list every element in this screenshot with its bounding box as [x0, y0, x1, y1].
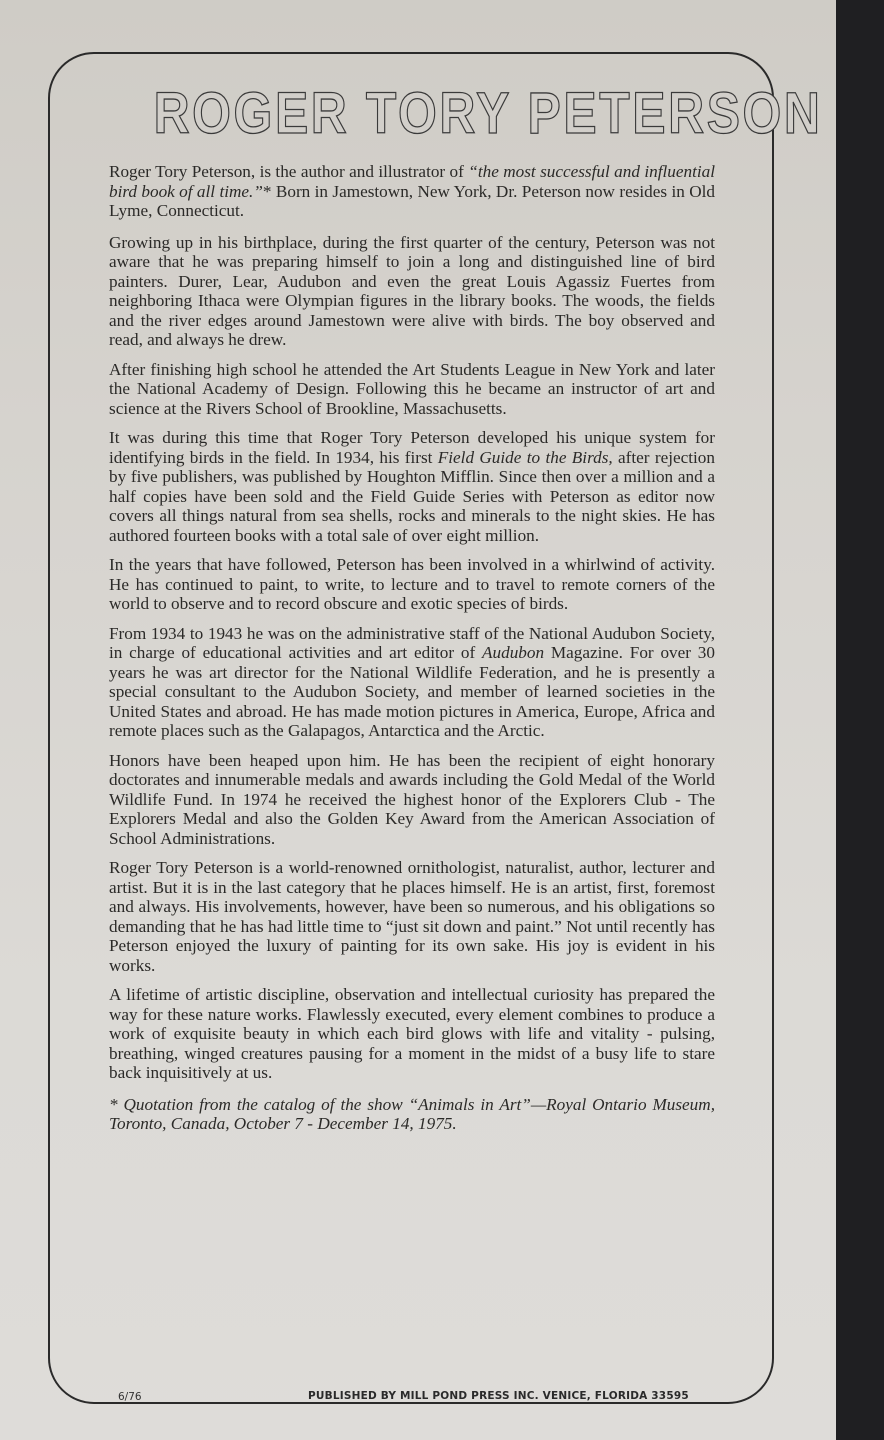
print-date: 6/76: [118, 1391, 142, 1403]
magazine-title: Audubon: [482, 643, 545, 662]
paragraph-artist: Roger Tory Peterson is a world-renowned ornithologist, naturalist, author, lecturer and artist. But it is in the last category that he places himself. He is an artist, first, foremost and always. His involvements, however, have been so numerous, and his obligations so demanding that he has had little time to “just sit down and paint.” Not until recently has Peterson enjoyed the luxury of painting for its own sake. His joy is evident in his works.: [109, 858, 715, 975]
paragraph-education: After finishing high school he attended the Art Students League in New York and later the National Academy of Design. Following this he became an instructor of art and science at the Rivers School of Brookline, Massachusetts.: [109, 359, 715, 418]
book-title: Field Guide to the Birds,: [437, 447, 613, 467]
paragraph-career: [109, 624, 715, 741]
biography-text: [109, 162, 715, 1144]
paragraph-honors: Honors have been heaped upon him. He has been the recipient of eight honorary doctorates and innumerable medals and awards including the Gold Medal of the World Wildlife Fund. In 1974 he received the highest honor of the Explorers Club - The Explorers Medal and also the Golden Key Award from the American Association of School Administrations.: [109, 750, 715, 848]
career-text: From 1934 to 1943 he was on the administrative staff of the National Audubon Society, in charge of educational activities and art editor of: [109, 623, 715, 662]
field-guide-text: It was during this time that Roger Tory Peterson developed his unique system for identifying birds in the field. In 1934, his first: [109, 428, 715, 467]
paragraph-field-guide: [109, 428, 715, 545]
intro-quote: “the most successful and influential bird book of all time.”: [109, 162, 715, 201]
career-text-cont: Magazine. For over 30 years he was art director for the National Wildlife Federation, and he is presently a special consultant to the Audubon Society, and member of learned societies in the United States and abroad. He has made motion pictures in America, Europe, Africa and remote places such as the Galapagos, Antarctica and the Arctic.: [109, 643, 715, 740]
footnote: * Quotation from the catalog of the show “Animals in Art”—Royal Ontario Museum, Toronto, Canada, October 7 - December 14, 1975.: [109, 1094, 715, 1133]
field-guide-text-cont: after rejection by five publishers, was published by Houghton Mifflin. Since then over a million and a half copies have been sold and the Field Guide Series with Peterson as editor now covers all things natural from sea shells, rocks and minerals to the night skies. He has authored fourteen books with a total sale of over eight million.: [109, 447, 715, 545]
intro-text: Roger Tory Peterson, is the author and illustrator of: [109, 162, 469, 181]
paragraph-intro: [109, 162, 715, 221]
paragraph-activity: In the years that have followed, Peterson has been involved in a whirlwind of activity. He has continued to paint, to write, to lecture and to travel to remote corners of the world to observe and to record obscure and exotic species of birds.: [109, 555, 715, 613]
paragraph-lifetime: A lifetime of artistic discipline, observation and intellectual curiosity has prepared the way for these nature works. Flawlessly executed, every element combines to produce a work of exquisite beauty in which each bird glows with life and vitality - pulsing, breathing, winged creatures pausing for a moment in the midst of a busy life to stare back inquisitively at us.: [109, 985, 715, 1082]
page-title: ROGER TORY PETERSON: [153, 81, 823, 146]
intro-text-cont: * Born in Jamestown, New York, Dr. Peterson now resides in Old Lyme, Connecticut.: [109, 181, 715, 220]
paragraph-childhood: Growing up in his birthplace, during the first quarter of the century, Peterson was not aware that he was preparing himself to join a long and distinguished line of bird painters. Durer, Lear, Audubon and even the great Louis Agassiz Fuertes from neighboring Ithaca were Olympian figures in the library books. The woods, the fields and the river edges around Jamestown were alive with birds. The boy observed and read, and always he drew.: [109, 232, 715, 349]
publisher-line: PUBLISHED BY MILL POND PRESS INC. VENICE, FLORIDA 33595: [308, 1390, 689, 1402]
